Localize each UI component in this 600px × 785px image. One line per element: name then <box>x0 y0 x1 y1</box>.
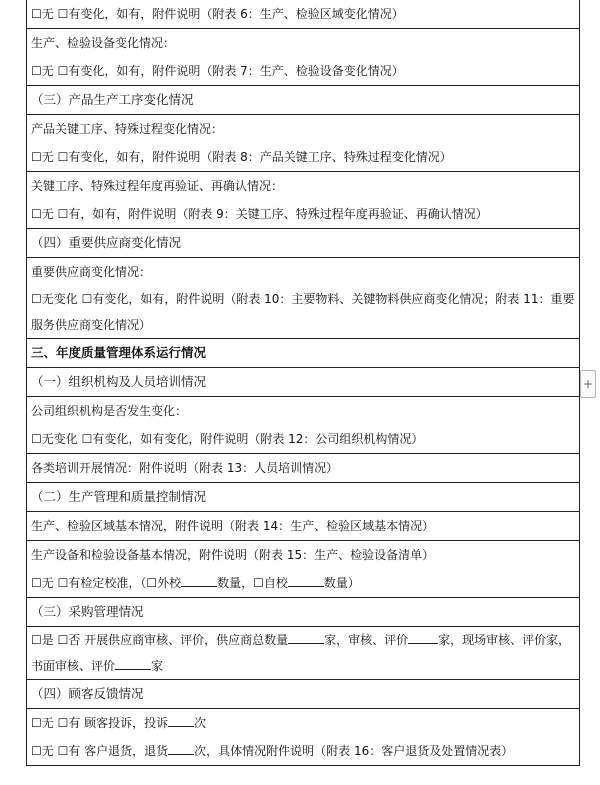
return-text-2: 次，具体情况附件说明（附表 16：客户退货及处置情况表） <box>194 744 514 758</box>
checkbox-line[interactable]: ☐无 ☐有变化，如有，附件说明（附表 7：生产、检验设备变化情况） <box>31 64 404 78</box>
row-label: 关键工序、特殊过程年度再验证、再确认情况： <box>31 179 284 193</box>
checkbox-line[interactable]: ☐无变化 ☐有变化，如有，附件说明（附表 10：主要物料、关键物料供应商变化情况；附表 11：重要服务供应商变化情况） <box>31 292 575 332</box>
supplier-text-2: 家，审核、评价 <box>324 633 409 647</box>
table-row <box>27 679 579 708</box>
audit-count-blank[interactable] <box>408 631 438 644</box>
section-heading: （一）组织机构及人员培训情况 <box>31 374 207 389</box>
section-heading: （四）重要供应商变化情况 <box>31 235 182 250</box>
table-row <box>27 171 579 228</box>
supplier-text-1: ☐是 ☐否 开展供应商审核、评价，供应商总数量 <box>31 633 289 647</box>
supplier-audit-line[interactable] <box>31 627 575 679</box>
return-line[interactable] <box>31 737 575 765</box>
return-count-blank[interactable] <box>168 742 194 755</box>
complaint-text-1: ☐无 ☐有 顾客投诉，投诉 <box>31 716 169 730</box>
supplier-text-4: 家 <box>151 659 164 673</box>
external-calibration-count-blank[interactable] <box>181 574 217 587</box>
calibration-line[interactable] <box>31 569 575 597</box>
row-label: 生产、检验设备变化情况： <box>31 36 176 50</box>
row-label: 生产、检验区域基本情况，附件说明（附表 14：生产、检验区域基本情况） <box>31 519 435 533</box>
table-row <box>27 0 579 28</box>
row-label: 生产设备和检验设备基本情况，附件说明（附表 15：生产、检验设备清单） <box>31 548 435 562</box>
row-label: 各类培训开展情况：附件说明（附表 13：人员培训情况） <box>31 461 339 475</box>
row-label: 产品关键工序、特殊过程变化情况： <box>31 122 224 136</box>
table-row <box>27 597 579 626</box>
section-heading: （三）产品生产工序变化情况 <box>31 92 194 107</box>
checkbox-line[interactable]: ☐无 ☐有变化，如有，附件说明（附表 8：产品关键工序、特殊过程变化情况） <box>31 150 452 164</box>
internal-calibration-count-blank[interactable] <box>288 574 324 587</box>
table-row <box>27 228 579 257</box>
row-label: 公司组织机构是否发生变化： <box>31 404 188 418</box>
table-row <box>27 626 579 679</box>
calibration-text-1: ☐无 ☐有检定校准，（☐外校 <box>31 576 182 590</box>
supplier-total-blank[interactable] <box>288 631 324 644</box>
table-row <box>27 396 579 453</box>
table-row <box>27 708 579 765</box>
section-heading: （三）采购管理情况 <box>31 604 144 619</box>
section-heading: （四）顾客反馈情况 <box>31 686 144 701</box>
table-row <box>27 482 579 511</box>
checkbox-line[interactable]: ☐无变化 ☐有变化，如有变化，附件说明（附表 12：公司组织机构情况） <box>31 432 424 446</box>
table-row <box>27 540 579 597</box>
supplier-text-3: 家，现场审核、评价家，书面审核、评价 <box>31 633 571 673</box>
return-text-1: ☐无 ☐有 客户退货，退货 <box>31 744 169 758</box>
table-row <box>27 28 579 85</box>
written-audit-count-blank[interactable] <box>115 657 151 670</box>
complaint-count-blank[interactable] <box>168 714 194 727</box>
table-row <box>27 114 579 171</box>
table-row <box>27 338 579 367</box>
table-row <box>27 367 579 396</box>
calibration-text-3: 数量） <box>323 576 360 590</box>
complaint-text-2: 次 <box>194 716 207 730</box>
chapter-heading: 三、年度质量管理体系运行情况 <box>31 345 207 360</box>
annual-report-table <box>26 0 580 766</box>
row-label: 重要供应商变化情况： <box>31 265 152 279</box>
add-row-marker-icon[interactable]: + <box>580 370 596 398</box>
table-row <box>27 511 579 540</box>
section-heading: （二）生产管理和质量控制情况 <box>31 489 207 504</box>
checkbox-line[interactable]: ☐无 ☐有，如有，附件说明（附表 9：关键工序、特殊过程年度再验证、再确认情况） <box>31 207 488 221</box>
table-row <box>27 453 579 482</box>
table-row <box>27 257 579 338</box>
table-row <box>27 85 579 114</box>
complaint-line[interactable] <box>31 709 575 737</box>
calibration-text-2: 数量，☐自校 <box>217 576 288 590</box>
checkbox-line[interactable]: ☐无 ☐有变化，如有，附件说明（附表 6：生产、检验区域变化情况） <box>31 7 404 21</box>
